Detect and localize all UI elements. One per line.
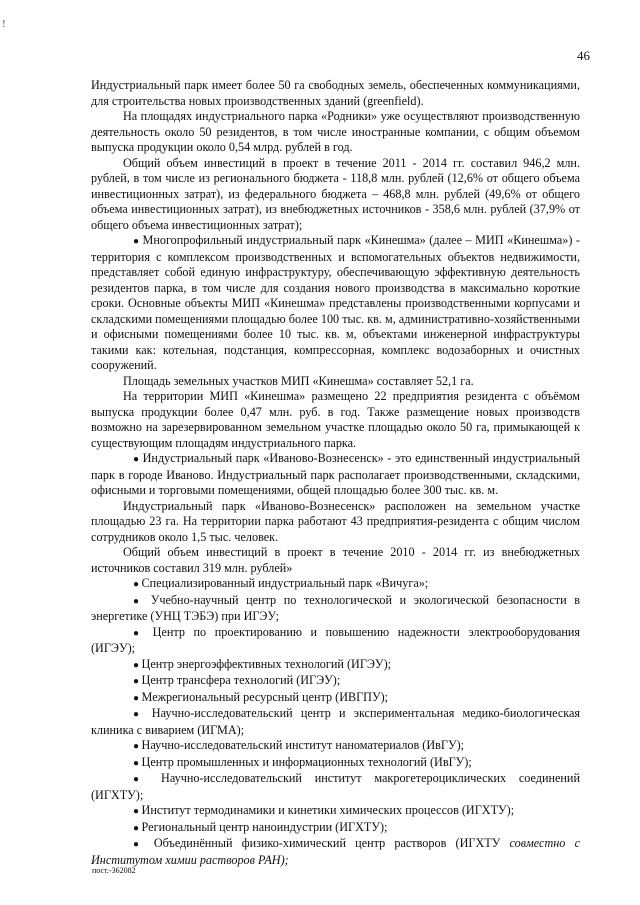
bullet-icon: ●: [133, 839, 154, 850]
bullet-icon: ●: [133, 709, 152, 720]
paragraph-text: Центр трансфера технологий (ИГЭУ);: [141, 673, 341, 687]
paragraph: [91, 374, 580, 390]
bullet-icon: ●: [133, 806, 142, 817]
bullet-item: [91, 233, 580, 374]
bullet-icon: ●: [133, 774, 162, 785]
document-body: [91, 78, 580, 868]
bullet-item: [91, 451, 580, 499]
bullet-item: [91, 803, 580, 820]
bullet-item: [91, 738, 580, 755]
bullet-item: [91, 657, 580, 674]
footer-doc-id: пост.-362082: [92, 866, 136, 875]
bullet-item: [91, 673, 580, 690]
paragraph-text: Общий объем инвестиций в проект в течение 2011 - 2014 гг. составил 946,2 млн. рублей, в том числе из регионального бюджета - 118,8 млн. рублей (12,6% от общего объема инвестиционных затрат), из федерального бюджета – 468,8 млн. рублей (49,6% от общего объема инвестиционных затрат), из внебюджетных источников - 358,6 млн. рублей (37,9% от общего объема инвестиционных затрат);: [91, 155, 580, 232]
paragraph-text: Специализированный индустриальный парк «Вичуга»;: [141, 576, 429, 590]
paragraph-text: Институт термодинамики и кинетики химических процессов (ИГХТУ);: [141, 803, 515, 817]
paragraph-text: Центр промышленных и информационных технологий (ИвГУ);: [141, 754, 472, 769]
bullet-item: [91, 755, 580, 772]
paragraph: [91, 545, 580, 576]
paragraph-text: Индустриальный парк «Иваново-Вознесенск» расположен на земельном участке площадью 23 га. На территории парка работают 43 предприятия-резидента с общим числом сотрудников около 1,5 тыс. человек.: [91, 498, 580, 544]
bullet-icon: ●: [133, 822, 142, 834]
paragraph-text: Индустриальный парк «Иваново-Вознесенск» - это единственный индустриальный парк в городе Иваново. Индустриальный парк располагает производственными, складскими, офисными и торговыми помещениями, общей площадью более 300 тыс. кв. м.: [91, 451, 580, 497]
paragraph-text: Межрегиональный ресурсный центр (ИВГПУ);: [141, 689, 389, 704]
paragraph: [91, 78, 580, 109]
paragraph-text: Центр энергоэффективных технологий (ИГЭУ);: [141, 656, 392, 671]
paragraph-text: Индустриальный парк имеет более 50 га свободных земель, обеспеченных коммуникациями, для строительства новых производственных зданий (greenfield).: [91, 78, 580, 108]
bullet-item: [91, 593, 580, 625]
bullet-icon: ●: [133, 676, 142, 687]
bullet-icon: ●: [133, 579, 142, 590]
bullet-item: [91, 771, 580, 803]
paragraph-text: Общий объем инвестиций в проект в течение 2010 - 2014 гг. из внебюджетных источников составил 319 млн. рублей»: [91, 545, 580, 575]
paragraph-text: Научно-исследовательский институт наноматериалов (ИвГУ);: [141, 738, 465, 752]
bullet-item: [91, 706, 580, 738]
bullet-item: [91, 820, 580, 837]
paragraph: [91, 109, 580, 156]
bullet-icon: ●: [133, 741, 142, 752]
bullet-item: [91, 576, 580, 593]
bullet-icon: ●: [133, 692, 142, 704]
bullet-icon: ●: [133, 454, 143, 465]
bullet-item: [91, 690, 580, 707]
paragraph-text: Центр по проектированию и повышению надежности электрооборудования (ИГЭУ);: [91, 624, 580, 655]
paragraph: [91, 389, 580, 451]
bullet-icon: ●: [133, 627, 153, 639]
paragraph-text: Учебно-научный центр по технологической и экологической безопасности в энергетике (УНЦ ТЭБЭ) при ИГЭУ;: [91, 592, 580, 623]
paragraph-text: Многопрофильный индустриальный парк «Кинешма» (далее – МИП «Кинешма») - территория с комплексом производственных и вспомогательных объектов недвижимости, представляет собой единую инфраструктуру, обеспечивающую эффективную деятельность резидентов парка, в том числе для создания нового производства в максимально короткие сроки. Основные объекты МИП «Кинешма» представлены производственными корпусами и складскими помещениями площадью более 100 тыс. кв. м, административно-хозяйственными и офисными помещениями более 10 тыс. кв. м, объектами инженерной инфраструктуры такими как: котельная, подстанция, компрессорная, комплекс водозаборных и очистных сооружений.: [91, 233, 580, 372]
paragraph: [91, 499, 580, 546]
margin-mark: !: [2, 18, 6, 30]
paragraph-text: Объединённый физико-химический центр растворов (ИГХТУ: [153, 836, 510, 850]
bullet-icon: ●: [133, 659, 142, 671]
bullet-icon: ●: [133, 757, 142, 769]
paragraph: [91, 156, 580, 234]
paragraph-text: На территории МИП «Кинешма» размещено 22 предприятия резидента с объёмом выпуска продукции более 0,47 млн. руб. в год. Также размещение новых производств возможно на зарезервированном земельном участке площадью около 50 га, примыкающей к существующим площадям индустриального парка.: [91, 389, 580, 450]
bullet-icon: ●: [133, 595, 151, 607]
bullet-item: [91, 836, 580, 868]
paragraph-text: Региональный центр наноиндустрии (ИГХТУ);: [141, 819, 388, 834]
paragraph-italic-text: совместно с Институтом химии растворов РАН);: [91, 836, 580, 867]
bullet-icon: ●: [133, 236, 143, 247]
paragraph-text: Научно-исследовательский центр и экспериментальная медико-биологическая клиника с виварием (ИГМА);: [91, 706, 580, 737]
page-number: 46: [577, 48, 590, 63]
paragraph-text: Площадь земельных участков МИП «Кинешма» составляет 52,1 га.: [123, 373, 474, 388]
bullet-item: [91, 625, 580, 657]
paragraph-text: На площадях индустриального парка «Родники» уже осуществляют производственную деятельность около 50 резидентов, в том числе иностранные компании, с общим объемом выпуска продукции около 0,54 млрд. рублей в год.: [91, 109, 580, 154]
paragraph-text: Научно-исследовательский институт макрогетероциклических соединений (ИГХТУ);: [91, 771, 580, 802]
